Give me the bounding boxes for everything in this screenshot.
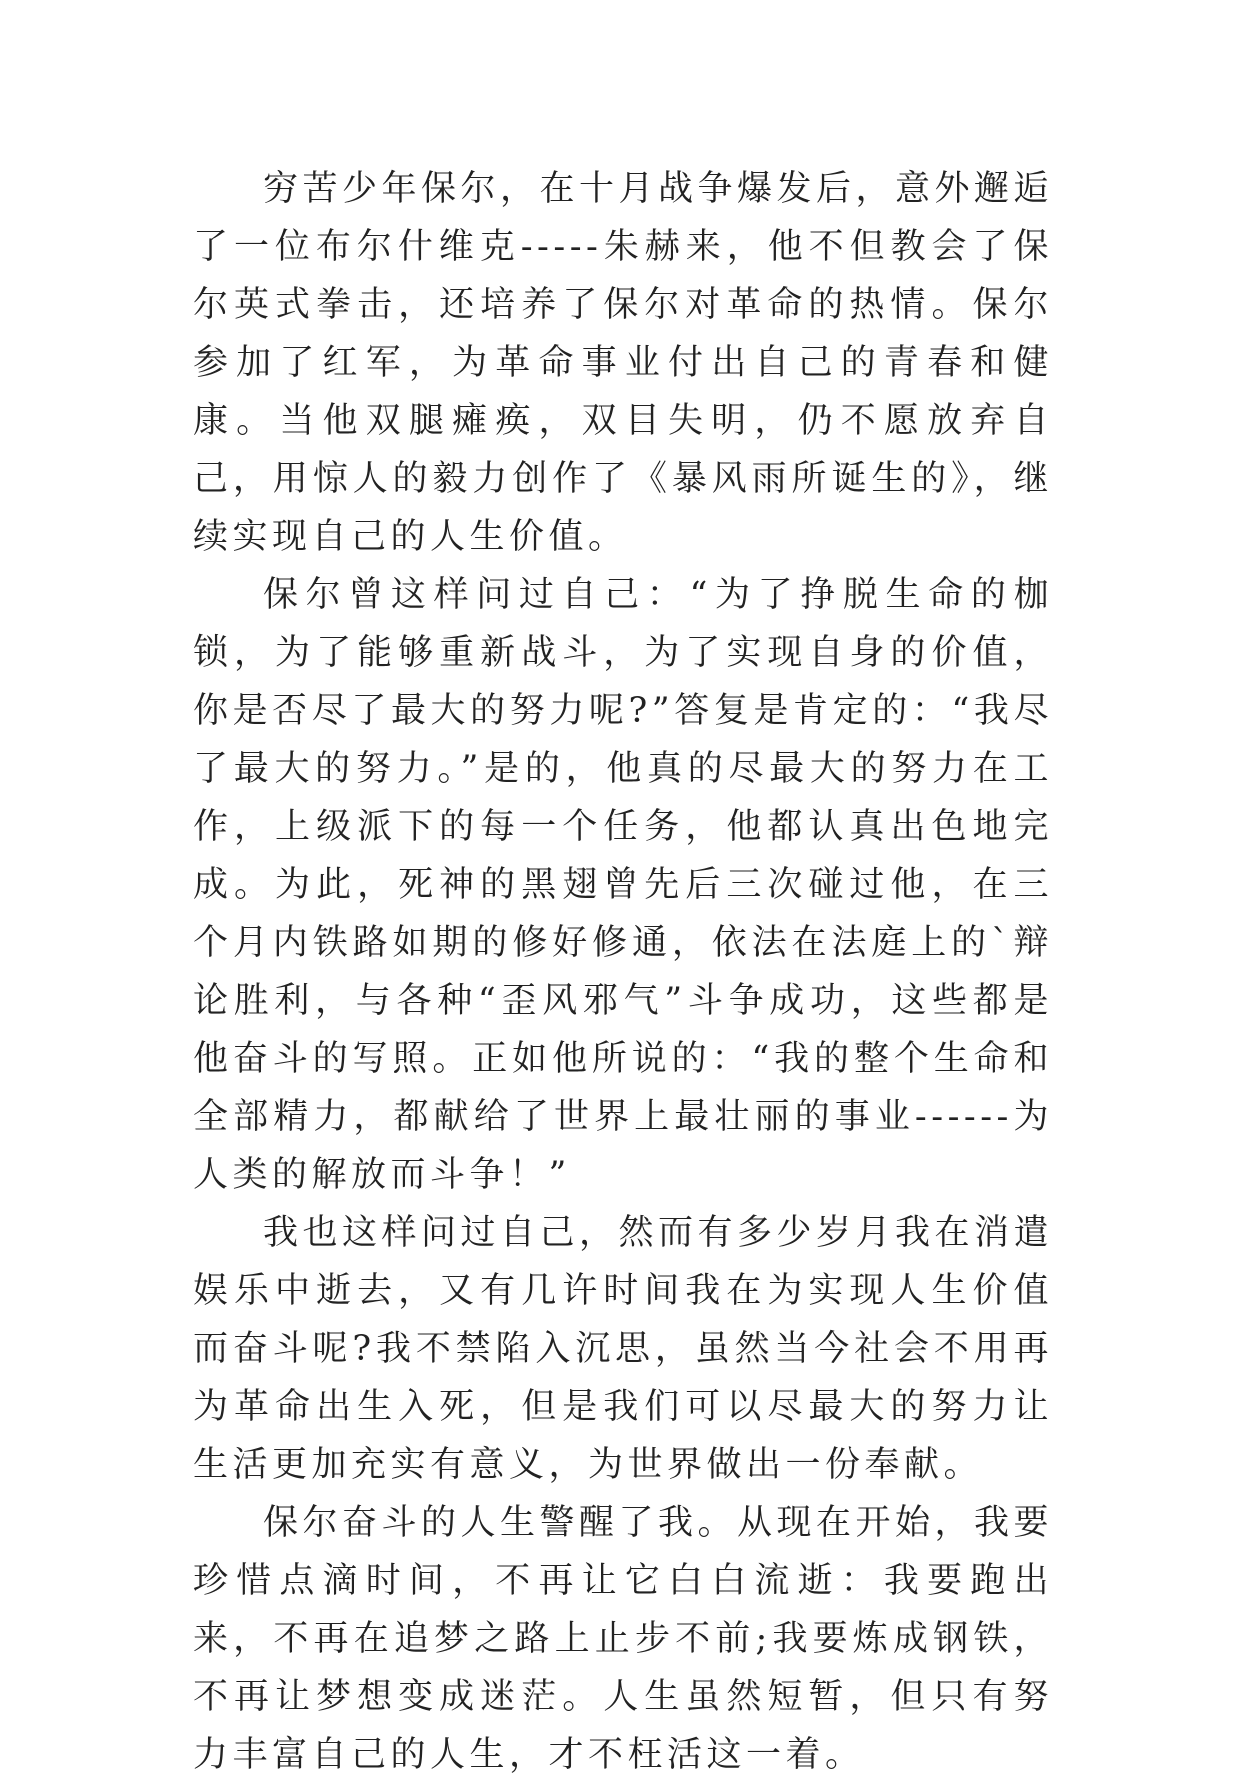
paragraph-2: 保尔曾这样问过自己：“为了挣脱生命的枷锁，为了能够重新战斗，为了实现自身的价值，你是否尽了最大的努力呢?”答复是肯定的：“我尽了最大的努力。”是的，他真的尽最大的努力在工作，上级派下的每一个任务，他都认真出色地完成。为此，死神的黑翅曾先后三次碰过他，在三个月内铁路如期的修好修通，依法在法庭上的`辩论胜利，与各种“歪风邪气”斗争成功，这些都是他奋斗的写照。正如他所说的：“我的整个生命和全部精力，都献给了世界上最壮丽的事业------为人类的解放而斗争！”	[193, 575, 1053, 1195]
paragraph-3: 我也这样问过自己，然而有多少岁月我在消遣娱乐中逝去，又有几许时间我在为实现人生价值而奋斗呢?我不禁陷入沉思，虽然当今社会不用再为革命出生入死，但是我们可以尽最大的努力让生活更加充实有意义，为世界做出一份奉献。	[193, 1213, 1054, 1485]
document-body	[193, 160, 1053, 1784]
paragraph-1: 穷苦少年保尔，在十月战争爆发后，意外邂逅了一位布尔什维克-----朱赫来，他不但教会了保尔英式拳击，还培养了保尔对革命的热情。保尔参加了红军，为革命事业付出自己的青春和健康。当他双腿瘫痪，双目失明，仍不愿放弃自己，用惊人的毅力创作了《暴风雨所诞生的》，继续实现自己的人生价值。	[193, 169, 1054, 557]
paragraph-4: 保尔奋斗的人生警醒了我。从现在开始，我要珍惜点滴时间，不再让它白白流逝：我要跑出来，不再在追梦之路上止步不前;我要炼成钢铁，不再让梦想变成迷茫。人生虽然短暂，但只有努力丰富自己的人生，才不枉活这一着。	[193, 1503, 1054, 1775]
